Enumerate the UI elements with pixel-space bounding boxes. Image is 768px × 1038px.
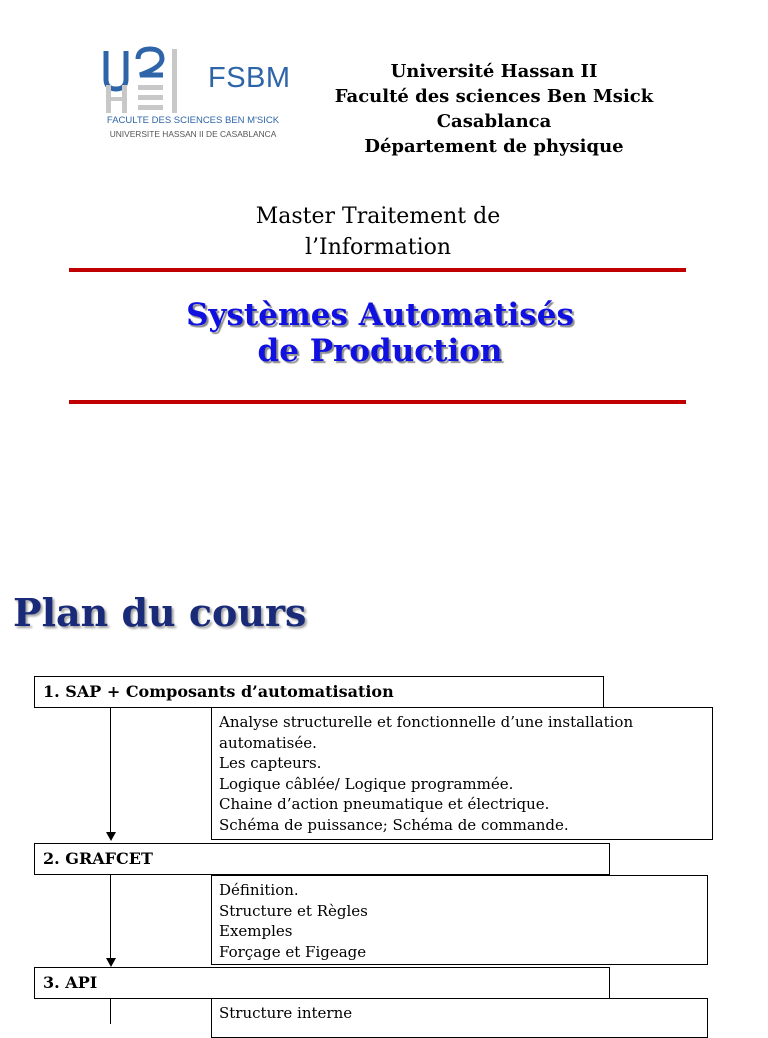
section-2-heading: 2. GRAFCET [34,843,610,875]
header-university: Université Hassan II [390,61,598,82]
university-emblem-icon [100,45,205,117]
list-item: Forçage et Figeage [219,942,367,961]
section-1-details [211,707,713,840]
section-2-details [211,875,708,965]
connector-line-2 [110,875,111,960]
master-program [228,201,528,263]
top-divider [69,268,686,272]
list-item: automatisée. [219,733,317,752]
logo-university-text: UNIVERSITE HASSAN II DE CASABLANCA [109,129,277,139]
section-3-heading: 3. API [34,967,610,999]
section-1-heading: 1. SAP + Composants d’automatisation [34,676,604,708]
header-city: Casablanca [436,111,552,132]
master-line-1: Master Traitement de [255,204,501,229]
header-department: Département de physique [364,136,624,157]
master-line-2: l’Information [304,235,452,260]
fsbm-logo [95,40,300,160]
list-item: Exemples [219,922,293,940]
logo-faculty-text: FACULTE DES SCIENCES BEN M'SICK [106,115,280,126]
list-item: Structure interne [219,1004,353,1022]
list-item: Les capteurs. [219,754,322,772]
list-item: Schéma de puissance; Schéma de commande. [219,815,569,834]
arrow-down-icon [106,832,116,841]
connector-line-1 [110,707,111,834]
section-3-details [211,998,708,1038]
bottom-divider [69,400,686,404]
list-item: Analyse structurelle et fonctionnelle d’une installation [219,713,634,731]
header-faculty: Faculté des sciences Ben Msick [334,86,654,107]
plan-heading: Plan du cours [13,590,307,635]
list-item: Logique câblée/ Logique programmée. [219,774,514,793]
list-item: Structure et Règles [219,901,368,920]
connector-line-3 [110,998,111,1024]
logo-brand-text: FSBM [208,62,291,94]
course-title [80,297,680,369]
course-title-line-1: Systèmes Automatisés [186,297,574,333]
arrow-down-icon [106,958,116,967]
list-item: Chaine d’action pneumatique et électrique. [219,795,550,813]
course-title-line-2: de Production [257,333,503,369]
list-item: Définition. [219,881,299,899]
institution-header [316,59,672,159]
